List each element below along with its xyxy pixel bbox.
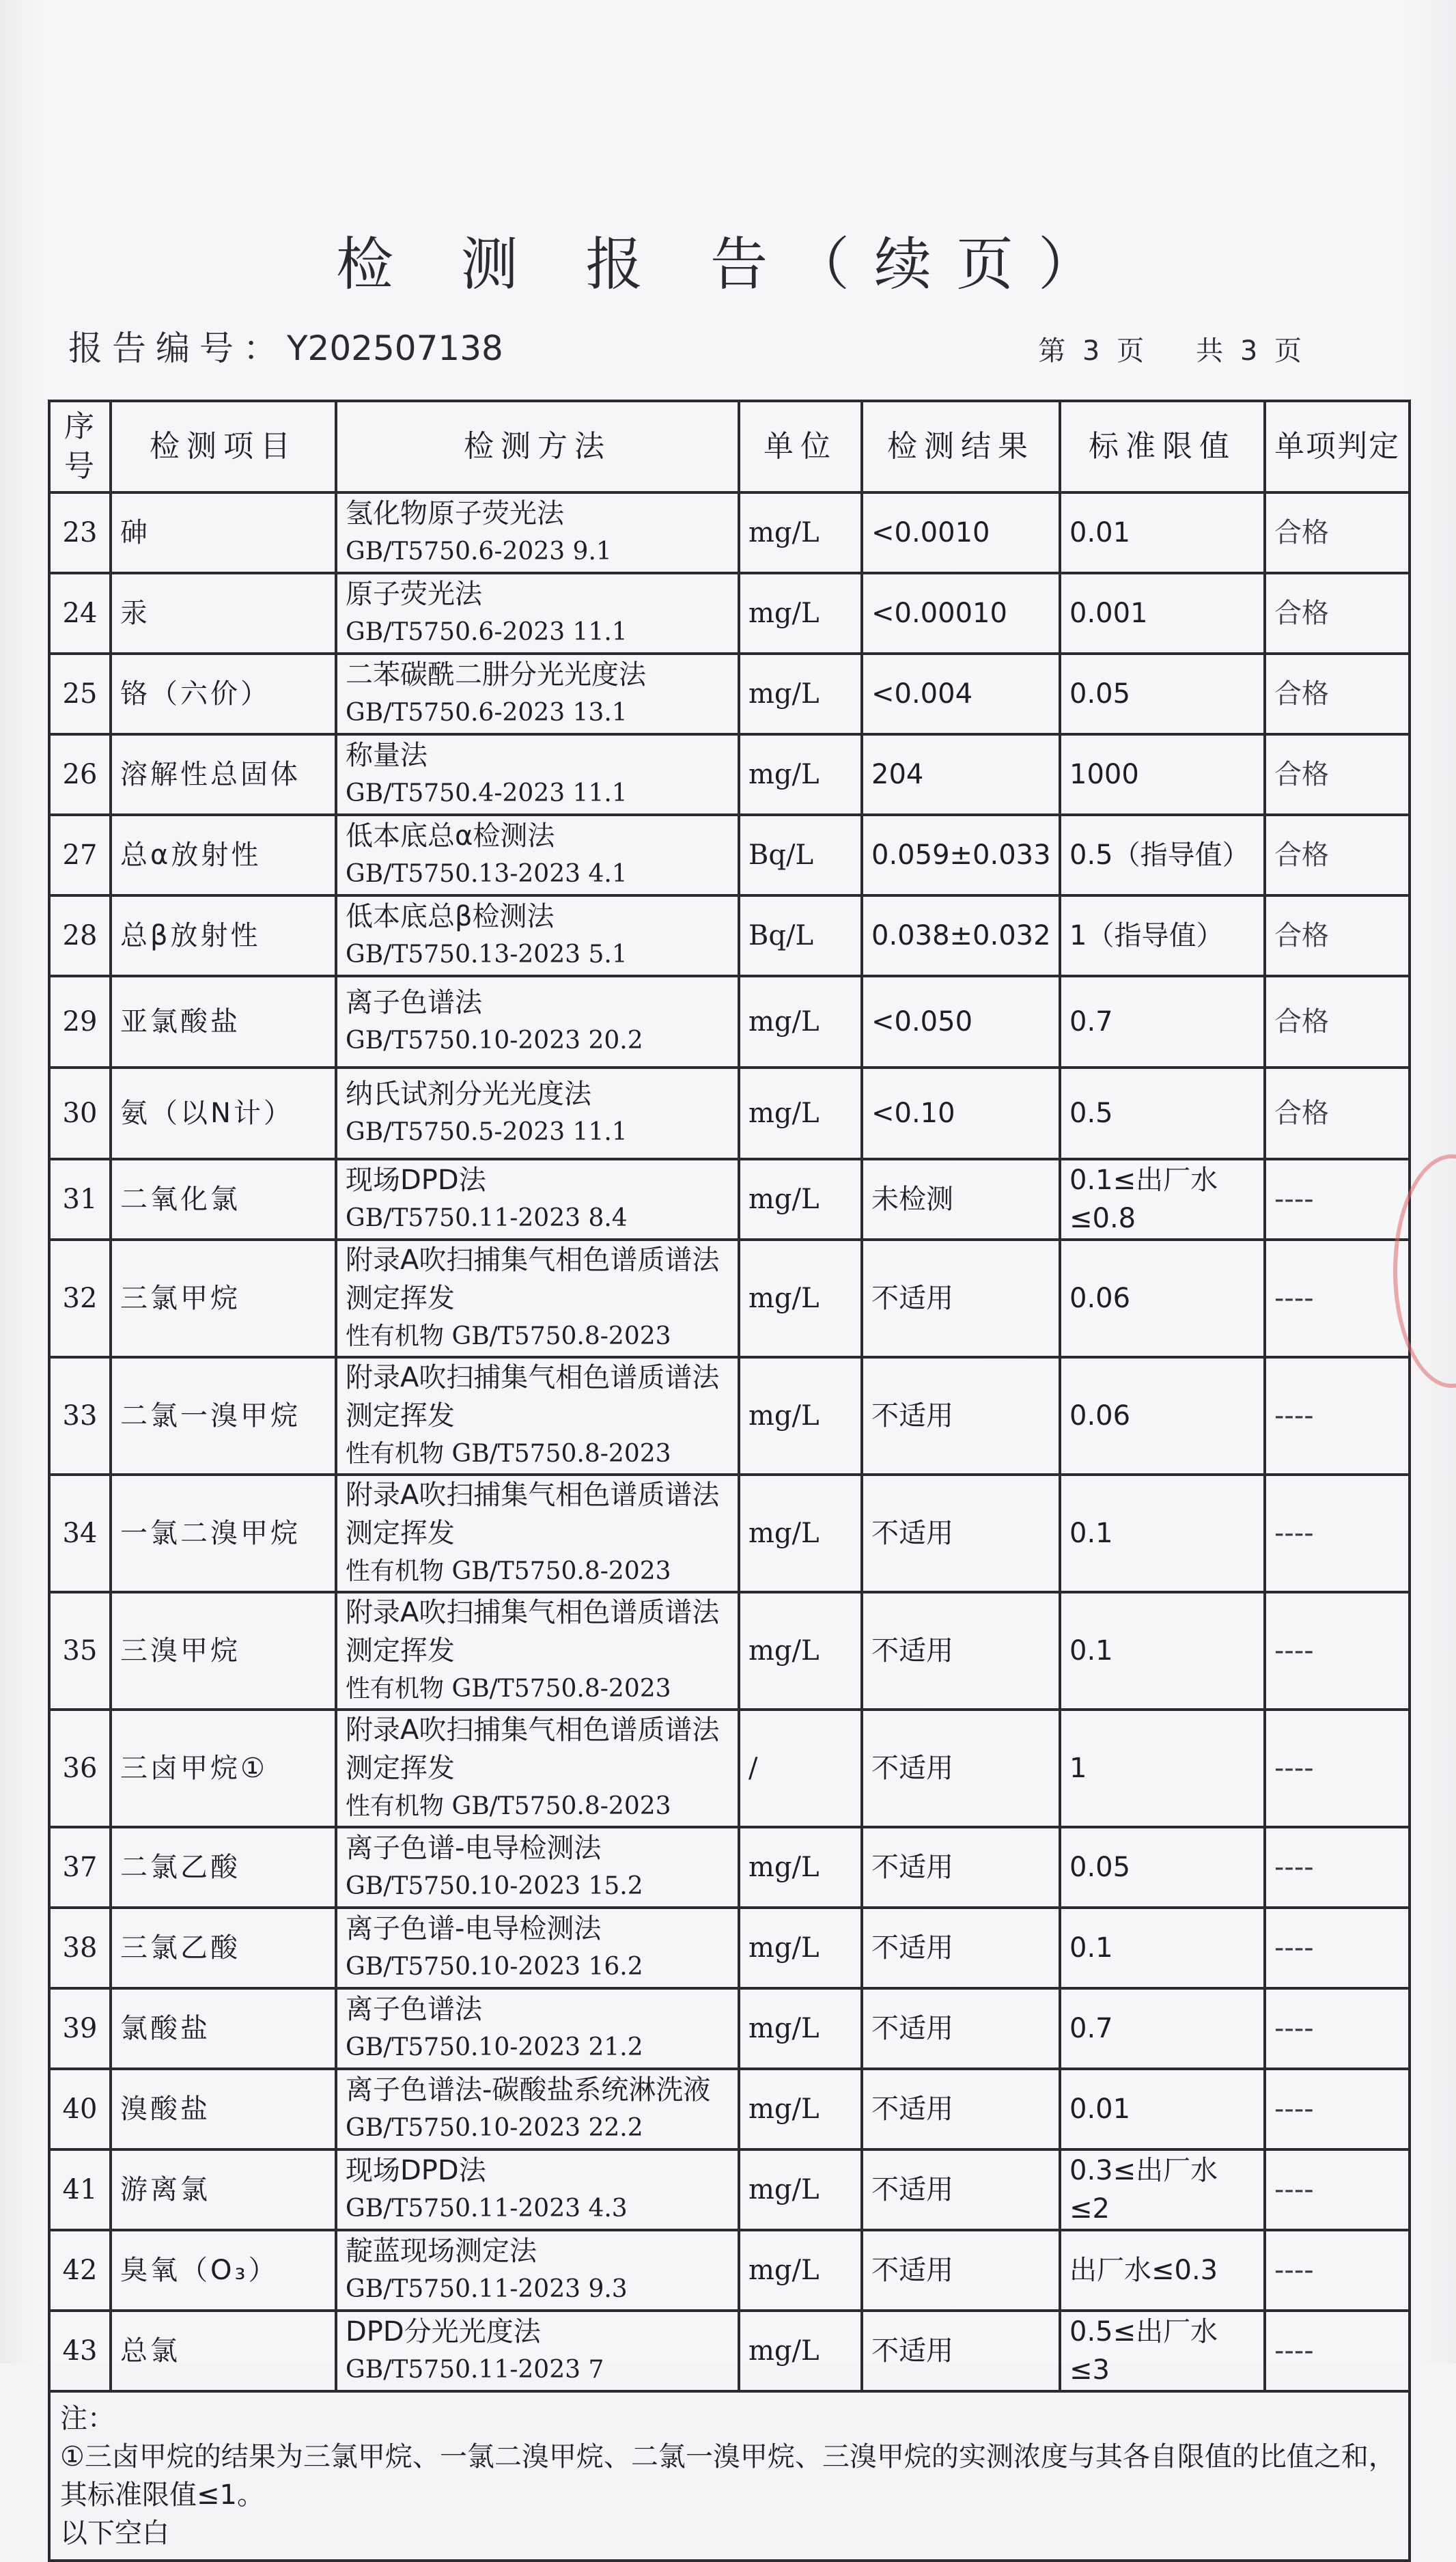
test-item: 二氯乙酸	[111, 1827, 336, 1908]
table-row	[49, 2311, 1410, 2391]
judgement: 合格	[1265, 815, 1410, 895]
page-indicator	[1038, 329, 1306, 368]
col-header-unit: 单位	[739, 401, 862, 492]
method-name: 附录A吹扫捕集气相色谱质谱法测定挥发	[346, 1714, 720, 1784]
test-result: 不适用	[862, 1908, 1060, 1988]
test-method	[336, 1988, 739, 2069]
test-result: 不适用	[862, 2069, 1060, 2149]
judgement: ----	[1265, 1592, 1410, 1710]
test-item: 氯酸盐	[111, 1988, 336, 2069]
unit: mg/L	[739, 2149, 862, 2230]
row-number: 33	[49, 1357, 111, 1475]
test-results-table	[48, 400, 1411, 2562]
judgement: ----	[1265, 1240, 1410, 1357]
report-number-label: 报告编号：	[68, 329, 287, 368]
method-name: 原子荧光法	[346, 579, 482, 610]
judgement: 合格	[1265, 573, 1410, 654]
row-number: 24	[49, 573, 111, 654]
row-number: 26	[49, 734, 111, 815]
method-name: 附录A吹扫捕集气相色谱质谱法测定挥发	[346, 1244, 720, 1314]
judgement: ----	[1265, 1827, 1410, 1908]
test-item: 总β放射性	[111, 895, 336, 976]
judgement: ----	[1265, 1357, 1410, 1475]
test-result: 不适用	[862, 1592, 1060, 1710]
test-result: 不适用	[862, 1240, 1060, 1357]
test-method	[336, 1710, 739, 1827]
test-item: 三氯甲烷	[111, 1240, 336, 1357]
standard-limit: 0.5（指导值）	[1060, 815, 1265, 895]
judgement: ----	[1265, 1710, 1410, 1827]
method-name: 纳氏试剂分光光度法	[346, 1078, 591, 1110]
unit: Bq/L	[739, 815, 862, 895]
method-name: 二苯碳酰二肼分光光度法	[346, 659, 646, 691]
col-header-result: 检测结果	[862, 401, 1060, 492]
row-number: 31	[49, 1159, 111, 1240]
unit: mg/L	[739, 734, 862, 815]
table-row	[49, 1357, 1410, 1475]
test-result: 不适用	[862, 1475, 1060, 1592]
test-item: 三溴甲烷	[111, 1592, 336, 1710]
test-item: 三氯乙酸	[111, 1908, 336, 1988]
method-standard: GB/T5750.6-2023 11.1	[346, 618, 628, 646]
test-item: 二氧化氯	[111, 1159, 336, 1240]
test-result: 不适用	[862, 2149, 1060, 2230]
method-name: 现场DPD法	[346, 2155, 486, 2186]
method-standard: GB/T5750.4-2023 11.1	[346, 779, 628, 807]
test-item: 铬（六价）	[111, 654, 336, 734]
test-item: 总氯	[111, 2311, 336, 2391]
method-name: DPD分光光度法	[346, 2316, 541, 2348]
test-method	[336, 1908, 739, 1988]
unit: mg/L	[739, 1908, 862, 1988]
judgement: ----	[1265, 1908, 1410, 1988]
method-standard: GB/T5750.6-2023 13.1	[346, 699, 628, 727]
test-result: 不适用	[862, 1988, 1060, 2069]
test-method	[336, 1592, 739, 1710]
unit: mg/L	[739, 1592, 862, 1710]
table-row	[49, 2069, 1410, 2149]
test-item: 游离氯	[111, 2149, 336, 2230]
test-result: 不适用	[862, 1827, 1060, 1908]
standard-limit: 0.1≤出厂水≤0.8	[1060, 1159, 1265, 1240]
method-name: 低本底总β检测法	[346, 901, 555, 932]
row-number: 30	[49, 1068, 111, 1159]
table-row	[49, 734, 1410, 815]
table-row	[49, 1710, 1410, 1827]
judgement: 合格	[1265, 734, 1410, 815]
test-item: 溶解性总固体	[111, 734, 336, 815]
test-method	[336, 2149, 739, 2230]
method-standard: GB/T5750.10-2023 22.2	[346, 2114, 643, 2142]
method-name: 离子色谱法	[346, 987, 482, 1018]
table-row	[49, 2230, 1410, 2311]
test-method	[336, 976, 739, 1068]
table-header-row	[49, 401, 1410, 492]
standard-limit: 0.001	[1060, 573, 1265, 654]
test-method	[336, 815, 739, 895]
judgement: ----	[1265, 1159, 1410, 1240]
test-result: 未检测	[862, 1159, 1060, 1240]
row-number: 39	[49, 1988, 111, 2069]
col-header-method: 检测方法	[336, 401, 739, 492]
test-method	[336, 1357, 739, 1475]
method-standard: GB/T5750.10-2023 21.2	[346, 2033, 643, 2061]
judgement: ----	[1265, 2069, 1410, 2149]
row-number: 25	[49, 654, 111, 734]
test-item: 二氯一溴甲烷	[111, 1357, 336, 1475]
unit: mg/L	[739, 1068, 862, 1159]
unit: mg/L	[739, 1240, 862, 1357]
method-standard: GB/T5750.6-2023 9.1	[346, 538, 612, 566]
method-standard: GB/T5750.13-2023 5.1	[346, 941, 628, 969]
row-number: 35	[49, 1592, 111, 1710]
test-result: <0.10	[862, 1068, 1060, 1159]
col-header-judge: 单项判定	[1265, 401, 1410, 492]
test-result: <0.004	[862, 654, 1060, 734]
test-result: 0.038±0.032	[862, 895, 1060, 976]
unit: /	[739, 1710, 862, 1827]
test-item: 氨（以N计）	[111, 1068, 336, 1159]
page-current: 第 3 页	[1038, 335, 1149, 367]
test-item: 一氯二溴甲烷	[111, 1475, 336, 1592]
test-item: 臭氧（O₃）	[111, 2230, 336, 2311]
test-method	[336, 2230, 739, 2311]
judgement: ----	[1265, 1988, 1410, 2069]
notes-row	[49, 2391, 1410, 2561]
test-method	[336, 573, 739, 654]
page-title: 检 测 报 告（续页）	[335, 231, 1121, 298]
table-row	[49, 1827, 1410, 1908]
method-name: 氢化物原子荧光法	[346, 498, 564, 529]
test-result: 不适用	[862, 2311, 1060, 2391]
test-item: 汞	[111, 573, 336, 654]
unit: mg/L	[739, 1988, 862, 2069]
method-standard: GB/T5750.13-2023 4.1	[346, 860, 628, 888]
method-name: 附录A吹扫捕集气相色谱质谱法测定挥发	[346, 1479, 720, 1549]
test-method	[336, 1159, 739, 1240]
notes-cell	[49, 2391, 1410, 2561]
notes-line-1: ①三卤甲烷的结果为三氯甲烷、一氯二溴甲烷、二氯一溴甲烷、三溴甲烷的实测浓度与其各自限值的比值之和，其标准限值≤1。	[60, 2441, 1396, 2511]
standard-limit: 0.1	[1060, 1592, 1265, 1710]
standard-limit: 0.05	[1060, 654, 1265, 734]
standard-limit: 0.05	[1060, 1827, 1265, 1908]
standard-limit: 1（指导值）	[1060, 895, 1265, 976]
table-row	[49, 1592, 1410, 1710]
test-method	[336, 895, 739, 976]
unit: mg/L	[739, 654, 862, 734]
unit: mg/L	[739, 492, 862, 573]
test-item: 亚氯酸盐	[111, 976, 336, 1068]
test-method	[336, 2069, 739, 2149]
standard-limit: 0.01	[1060, 2069, 1265, 2149]
method-standard: 性有机物 GB/T5750.8-2023	[346, 1322, 671, 1350]
test-method	[336, 734, 739, 815]
page-total: 共 3 页	[1196, 335, 1306, 367]
judgement: ----	[1265, 1475, 1410, 1592]
test-item: 总α放射性	[111, 815, 336, 895]
row-number: 42	[49, 2230, 111, 2311]
col-header-limit: 标准限值	[1060, 401, 1265, 492]
judgement: 合格	[1265, 895, 1410, 976]
standard-limit: 1	[1060, 1710, 1265, 1827]
method-standard: GB/T5750.10-2023 16.2	[346, 1953, 643, 1981]
unit: mg/L	[739, 976, 862, 1068]
method-standard: 性有机物 GB/T5750.8-2023	[346, 1792, 671, 1820]
row-number: 38	[49, 1908, 111, 1988]
method-standard: 性有机物 GB/T5750.8-2023	[346, 1557, 671, 1585]
test-result: <0.00010	[862, 573, 1060, 654]
standard-limit: 0.01	[1060, 492, 1265, 573]
test-item: 三卤甲烷①	[111, 1710, 336, 1827]
row-number: 43	[49, 2311, 111, 2391]
method-standard: GB/T5750.11-2023 9.3	[346, 2275, 628, 2303]
method-standard: GB/T5750.10-2023 15.2	[346, 1872, 643, 1900]
method-standard: GB/T5750.5-2023 11.1	[346, 1118, 628, 1146]
unit: mg/L	[739, 1159, 862, 1240]
table-row	[49, 492, 1410, 573]
unit: mg/L	[739, 573, 862, 654]
method-standard: GB/T5750.10-2023 20.2	[346, 1027, 643, 1055]
standard-limit: 出厂水≤0.3	[1060, 2230, 1265, 2311]
table-row	[49, 573, 1410, 654]
table-row	[49, 654, 1410, 734]
unit: mg/L	[739, 2069, 862, 2149]
standard-limit: 0.5≤出厂水≤3	[1060, 2311, 1265, 2391]
row-number: 28	[49, 895, 111, 976]
unit: mg/L	[739, 1827, 862, 1908]
table-row	[49, 895, 1410, 976]
test-result: 204	[862, 734, 1060, 815]
judgement: ----	[1265, 2311, 1410, 2391]
method-name: 低本底总α检测法	[346, 820, 555, 852]
unit: mg/L	[739, 1357, 862, 1475]
method-name: 离子色谱-电导检测法	[346, 1913, 602, 1945]
report-number	[68, 321, 503, 370]
table-row	[49, 2149, 1410, 2230]
test-result: <0.050	[862, 976, 1060, 1068]
test-result: 不适用	[862, 1710, 1060, 1827]
method-name: 附录A吹扫捕集气相色谱质谱法测定挥发	[346, 1597, 720, 1667]
test-item: 溴酸盐	[111, 2069, 336, 2149]
table-row	[49, 1908, 1410, 1988]
table-body	[49, 492, 1410, 2391]
standard-limit: 0.1	[1060, 1908, 1265, 1988]
test-result: <0.0010	[862, 492, 1060, 573]
judgement: 合格	[1265, 654, 1410, 734]
method-name: 现场DPD法	[346, 1165, 486, 1196]
unit: Bq/L	[739, 895, 862, 976]
test-method	[336, 1240, 739, 1357]
test-method	[336, 1068, 739, 1159]
method-name: 离子色谱法-碳酸盐系统淋洗液	[346, 2074, 711, 2106]
test-method	[336, 492, 739, 573]
method-name: 离子色谱法	[346, 1994, 482, 2025]
col-header-no: 序号	[49, 401, 111, 492]
test-method	[336, 654, 739, 734]
row-number: 36	[49, 1710, 111, 1827]
method-standard: GB/T5750.11-2023 4.3	[346, 2195, 628, 2223]
test-method	[336, 1475, 739, 1592]
standard-limit: 0.5	[1060, 1068, 1265, 1159]
standard-limit: 0.06	[1060, 1357, 1265, 1475]
standard-limit: 0.1	[1060, 1475, 1265, 1592]
report-number-value: Y202507138	[287, 329, 503, 368]
method-name: 附录A吹扫捕集气相色谱质谱法测定挥发	[346, 1362, 720, 1432]
standard-limit: 0.3≤出厂水≤2	[1060, 2149, 1265, 2230]
table-row	[49, 1240, 1410, 1357]
method-standard: GB/T5750.11-2023 7	[346, 2356, 604, 2384]
row-number: 41	[49, 2149, 111, 2230]
table-row	[49, 815, 1410, 895]
table-row	[49, 1068, 1410, 1159]
table-row	[49, 976, 1410, 1068]
unit: mg/L	[739, 2230, 862, 2311]
standard-limit: 0.7	[1060, 976, 1265, 1068]
test-method	[336, 1827, 739, 1908]
test-item: 砷	[111, 492, 336, 573]
test-result: 不适用	[862, 2230, 1060, 2311]
table-row	[49, 1159, 1410, 1240]
test-result: 0.059±0.033	[862, 815, 1060, 895]
test-result: 不适用	[862, 1357, 1060, 1475]
judgement: ----	[1265, 2230, 1410, 2311]
table-row	[49, 1475, 1410, 1592]
row-number: 29	[49, 976, 111, 1068]
unit: mg/L	[739, 1475, 862, 1592]
row-number: 27	[49, 815, 111, 895]
col-header-item: 检测项目	[111, 401, 336, 492]
method-standard: 性有机物 GB/T5750.8-2023	[346, 1440, 671, 1468]
method-standard: 性有机物 GB/T5750.8-2023	[346, 1675, 671, 1703]
method-standard: GB/T5750.11-2023 8.4	[346, 1204, 628, 1232]
notes-line-2: 以下空白	[60, 2518, 169, 2549]
notes-label: 注：	[60, 2403, 115, 2434]
judgement: 合格	[1265, 492, 1410, 573]
row-number: 23	[49, 492, 111, 573]
standard-limit: 1000	[1060, 734, 1265, 815]
judgement: 合格	[1265, 976, 1410, 1068]
row-number: 34	[49, 1475, 111, 1592]
judgement: ----	[1265, 2149, 1410, 2230]
test-method	[336, 2311, 739, 2391]
standard-limit: 0.06	[1060, 1240, 1265, 1357]
unit: mg/L	[739, 2311, 862, 2391]
table-row	[49, 1988, 1410, 2069]
method-name: 靛蓝现场测定法	[346, 2236, 537, 2267]
standard-limit: 0.7	[1060, 1988, 1265, 2069]
judgement: 合格	[1265, 1068, 1410, 1159]
method-name: 离子色谱-电导检测法	[346, 1833, 602, 1864]
method-name: 称量法	[346, 740, 428, 771]
row-number: 40	[49, 2069, 111, 2149]
row-number: 32	[49, 1240, 111, 1357]
row-number: 37	[49, 1827, 111, 1908]
